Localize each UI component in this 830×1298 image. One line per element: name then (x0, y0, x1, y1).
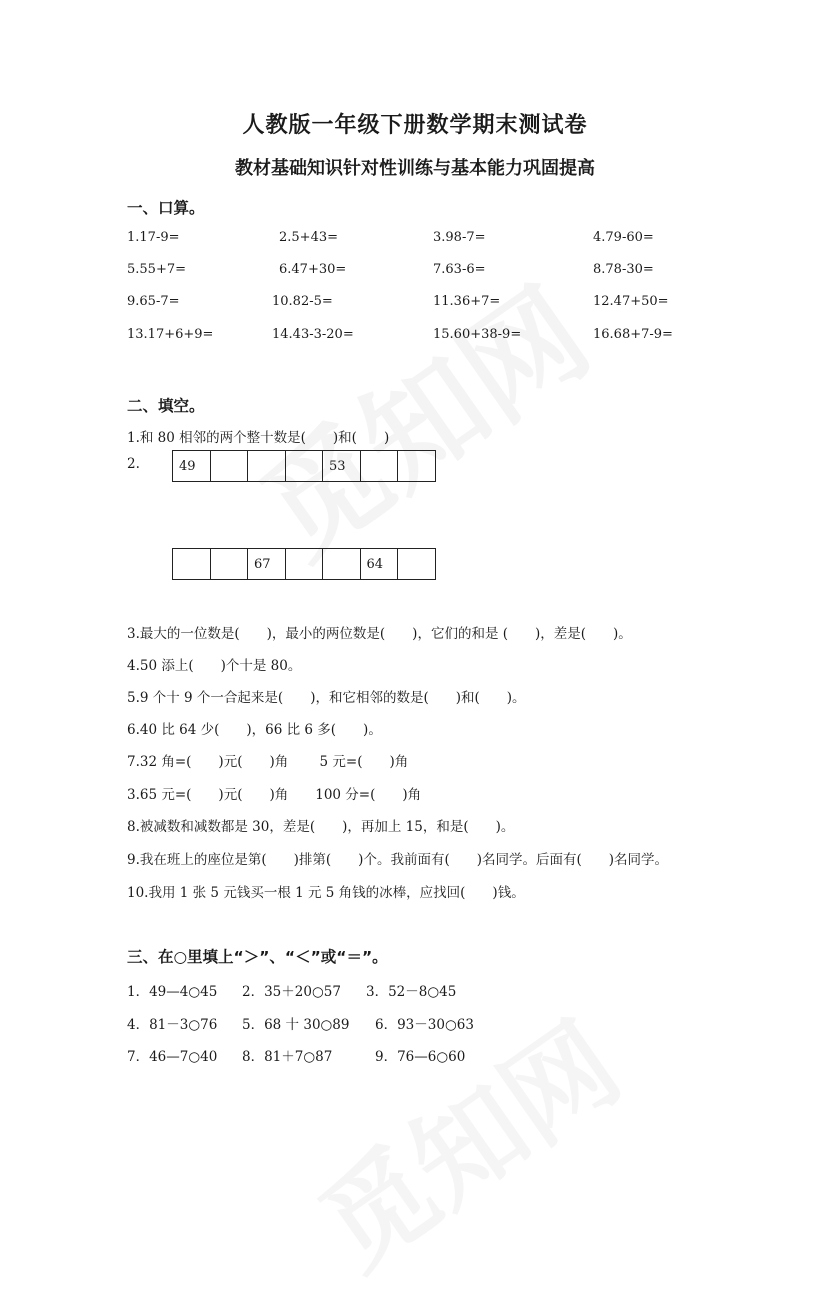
calc-item: 7.63-6= (433, 262, 486, 277)
grid-cell[interactable] (285, 549, 323, 580)
grid-cell[interactable] (248, 451, 286, 482)
calc-item: 3.98-7= (433, 230, 486, 245)
section-2-heading: 二、填空。 (127, 397, 205, 415)
grid-cell[interactable] (173, 549, 211, 580)
compare-item: 7．46—7○40 (127, 1049, 218, 1065)
question-line: 8.被减数和减数都是 30，差是( )，再加上 15，和是( )。 (127, 819, 515, 835)
calc-item: 14.43-3-20= (272, 327, 354, 342)
section-1-heading: 一、口算。 (127, 199, 205, 217)
grid-cell[interactable] (210, 549, 248, 580)
grid-cell[interactable] (398, 451, 436, 482)
compare-item: 1．49—4○45 (127, 984, 218, 1000)
calc-item: 10.82-5= (272, 294, 333, 309)
grid-cell: 67 (248, 549, 286, 580)
calc-item: 15.60+38-9= (433, 327, 522, 342)
grid-cell[interactable] (323, 549, 361, 580)
question-2-label: 2. (127, 456, 140, 472)
question-line: 3.最大的一位数是( )，最小的两位数是( )，它们的和是 ( )，差是( )。 (127, 626, 632, 642)
page-title: 人教版一年级下册数学期末测试卷 (242, 113, 588, 138)
grid-cell[interactable] (210, 451, 248, 482)
question-line: 3.65 元=( )元( )角 100 分=( )角 (127, 787, 422, 803)
compare-item: 5．68 十 30○89 (242, 1017, 350, 1033)
number-grid-2 (172, 548, 436, 580)
calc-item: 6.47+30= (279, 262, 347, 277)
question-1: 1.和 80 相邻的两个整十数是( )和( ) (127, 430, 390, 446)
grid-cell: 49 (173, 451, 211, 482)
compare-item: 8．81＋7○87 (242, 1049, 333, 1065)
grid-cell[interactable] (398, 549, 436, 580)
calc-item: 1.17-9= (127, 230, 180, 245)
compare-item: 6．93－30○63 (375, 1017, 474, 1033)
question-line: 4.50 添上( )个十是 80。 (127, 658, 302, 674)
question-line: 6.40 比 64 少( )，66 比 6 多( )。 (127, 722, 382, 738)
grid-cell: 64 (360, 549, 398, 580)
section-3-heading: 三、在○里填上“＞”、“＜”或“＝”。 (127, 948, 388, 966)
calc-item: 11.36+7= (433, 294, 501, 309)
grid-cell: 53 (323, 451, 361, 482)
grid-cell[interactable] (360, 451, 398, 482)
grid-cell[interactable] (285, 451, 323, 482)
compare-item: 3．52－8○45 (366, 984, 457, 1000)
compare-item: 9．76—6○60 (375, 1049, 466, 1065)
calc-item: 5.55+7= (127, 262, 187, 277)
page-subtitle: 教材基础知识针对性训练与基本能力巩固提高 (235, 158, 595, 179)
question-line: 10.我用 1 张 5 元钱买一根 1 元 5 角钱的冰棒，应找回( )钱。 (127, 885, 525, 901)
calc-item: 8.78-30= (593, 262, 654, 277)
question-line: 7.32 角=( )元( )角 5 元=( )角 (127, 754, 409, 770)
compare-item: 2．35＋20○57 (242, 984, 341, 1000)
number-grid-1 (172, 450, 436, 482)
calc-item: 16.68+7-9= (593, 327, 673, 342)
calc-item: 13.17+6+9= (127, 327, 214, 342)
calc-item: 4.79-60= (593, 230, 654, 245)
question-line: 9.我在班上的座位是第( )排第( )个。我前面有( )名同学。后面有( )名同学。 (127, 852, 669, 868)
calc-item: 9.65-7= (127, 294, 180, 309)
calc-item: 2.5+43= (279, 230, 339, 245)
question-line: 5.9 个十 9 个一合起来是( )，和它相邻的数是( )和( )。 (127, 690, 526, 706)
compare-item: 4．81－3○76 (127, 1017, 218, 1033)
calc-item: 12.47+50= (593, 294, 669, 309)
